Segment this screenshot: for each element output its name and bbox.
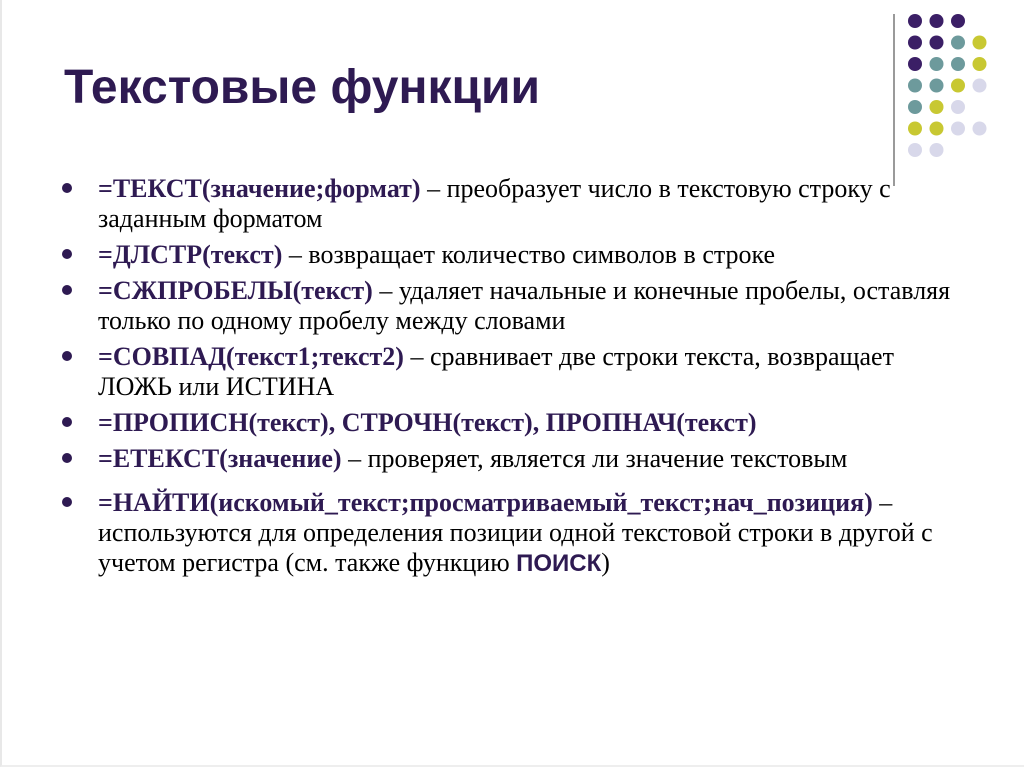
bullet-dot-icon xyxy=(62,249,72,259)
decorative-dot xyxy=(951,36,965,50)
function-description: – преобразует число в текстовую строку с заданным форматом xyxy=(98,174,891,233)
function-name: =ДЛСТР(текст) xyxy=(98,240,283,269)
bullet-item-etekst xyxy=(60,444,960,474)
function-name: =СЖПРОБЕЛЫ(текст) xyxy=(98,276,373,305)
bullet-dot-icon xyxy=(62,183,72,193)
decorative-dot xyxy=(973,79,987,93)
function-description-tail: ) xyxy=(601,548,610,577)
decorative-dot xyxy=(973,57,987,71)
bullet-item-szhprobely xyxy=(60,276,960,336)
function-name: =СОВПАД(текст1;текст2) xyxy=(98,342,404,371)
bullet-list xyxy=(60,174,960,585)
decorative-dot xyxy=(951,14,965,28)
bullet-item-tekst xyxy=(60,174,960,234)
function-description: – сравнивает две строки текста, возвращает ЛОЖЬ или ИСТИНА xyxy=(98,342,894,401)
decorative-dot xyxy=(973,122,987,136)
slide-title: Текстовые функции xyxy=(64,61,541,114)
decorative-dot xyxy=(908,57,922,71)
decorative-dot xyxy=(908,100,922,114)
decorative-dot xyxy=(908,14,922,28)
decorative-vertical-line xyxy=(893,14,895,186)
function-description: – возвращает количество символов в строке xyxy=(282,240,776,269)
function-description: – используются для определения позиции одной текстовой строки в другой с учетом регистра (см. также функцию xyxy=(98,488,933,577)
bullet-dot-icon xyxy=(62,351,72,361)
decorative-dot xyxy=(930,14,944,28)
decorative-dot-grid-icon xyxy=(900,9,1010,169)
decorative-dot xyxy=(908,79,922,93)
bullet-dot-icon xyxy=(62,285,72,295)
function-description: – проверяет, является ли значение текстовым xyxy=(341,444,848,473)
decorative-dot xyxy=(930,79,944,93)
bullet-item-sovpad xyxy=(60,342,960,402)
decorative-dot xyxy=(951,100,965,114)
decorative-dot xyxy=(930,122,944,136)
decorative-dot xyxy=(908,143,922,157)
decorative-dot xyxy=(930,57,944,71)
decorative-dot xyxy=(951,122,965,136)
function-description: – удаляет начальные и конечные пробелы, оставляя только по одному пробелу между словами xyxy=(98,276,951,335)
bullet-dot-icon xyxy=(62,453,72,463)
decorative-dot xyxy=(951,79,965,93)
function-name: =ТЕКСТ(значение;формат) xyxy=(98,174,421,203)
function-name: =ПРОПИСН(текст), СТРОЧН(текст), ПРОПНАЧ(текст) xyxy=(98,408,757,437)
decorative-dot xyxy=(908,122,922,136)
decorative-dot xyxy=(973,36,987,50)
decorative-dot xyxy=(930,143,944,157)
function-keyword: ПОИСК xyxy=(516,550,602,577)
bullet-dot-icon xyxy=(62,497,72,507)
bullet-dot-icon xyxy=(62,417,72,427)
decorative-dot xyxy=(951,57,965,71)
decorative-dot xyxy=(930,36,944,50)
function-name: =ЕТЕКСТ(значение) xyxy=(98,444,342,473)
function-name: =НАЙТИ(искомый_текст;просматриваемый_текст;нач_позиция) xyxy=(98,488,873,517)
bullet-item-naiti xyxy=(60,488,960,579)
bullet-item-dlstr xyxy=(60,240,960,270)
decorative-dot xyxy=(908,36,922,50)
bullet-item-propisn xyxy=(60,408,960,438)
decorative-dot xyxy=(930,100,944,114)
